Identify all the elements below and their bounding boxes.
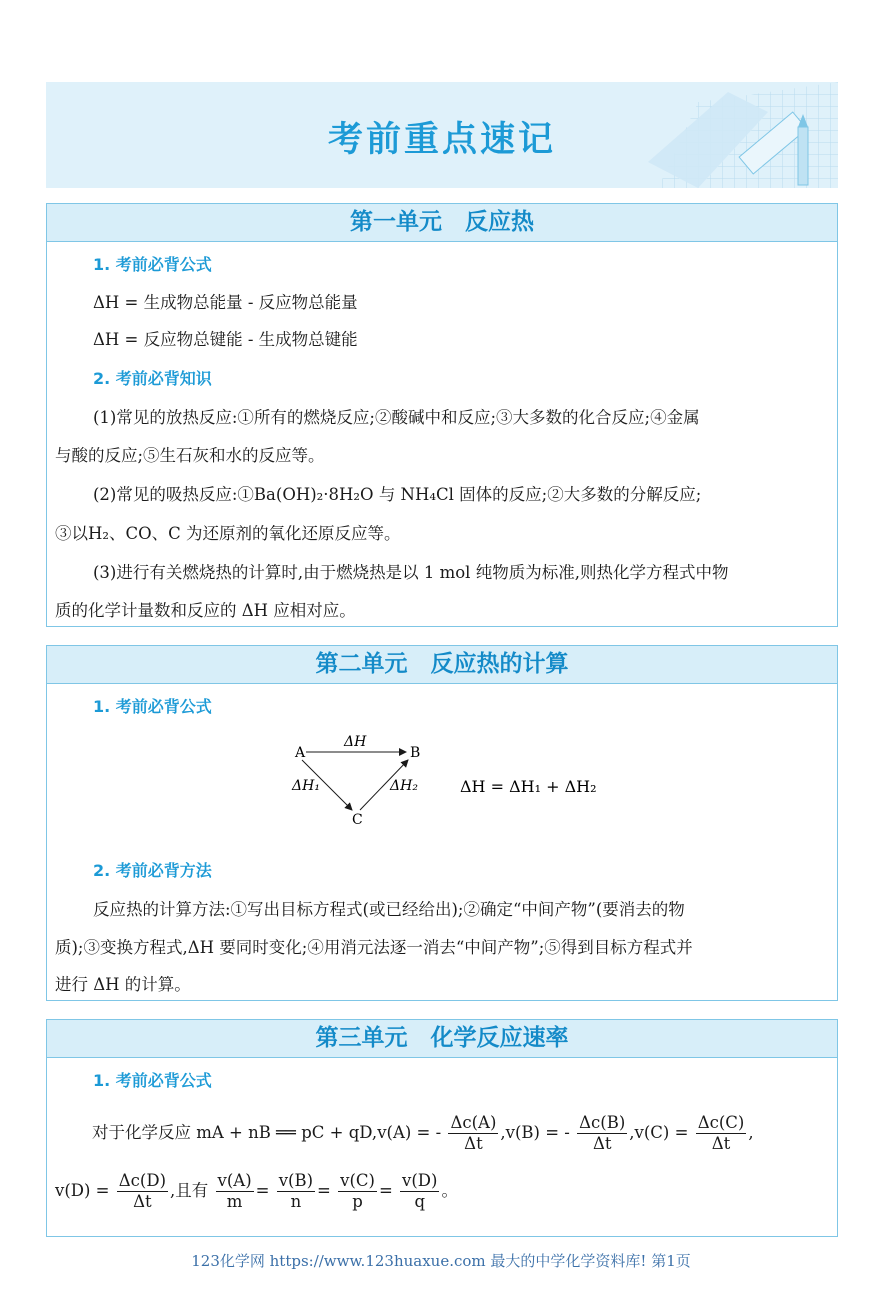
subheading-method: 2. 考前必背方法 <box>93 861 212 880</box>
node-a: A <box>295 745 306 761</box>
section-title: 第三单元 化学反应速率 <box>47 1020 837 1058</box>
equation-prefix: 对于化学反应 mA + nB ══ pC + qD, <box>92 1123 378 1142</box>
paragraph-line: ③以H₂、CO、C 为还原剂的氧化还原反应等。 <box>55 524 401 543</box>
formula-line: ΔH = 反应物总键能 - 生成物总键能 <box>93 330 358 349</box>
ratio-a: $\frac{v(A)}{m}$ <box>217 1171 252 1211</box>
formula-line: ΔH = 生成物总能量 - 反应物总能量 <box>93 293 358 312</box>
subheading-knowledge: 2. 考前必背知识 <box>93 369 212 388</box>
title-banner <box>46 82 838 188</box>
fraction-rate-a: $\frac{\Delta c(A)}{\Delta t}$ <box>450 1113 497 1153</box>
section-unit-1 <box>46 203 838 627</box>
rate-a-label: v(A) = - <box>377 1123 442 1142</box>
label-dh: ΔH <box>344 734 367 750</box>
ratio-c: $\frac{v(C)}{p}$ <box>340 1171 375 1211</box>
section-title: 第二单元 反应热的计算 <box>47 646 837 684</box>
rate-equation-line: 对于化学反应 mA + nB ══ pC + qD,v(A) = - $\frac{\Delta c(A)}{\Delta t}$ ,v(B) = - $\frac{\Delta c(B)}{\Delta t}$ ,v(C) = $\frac{\Delta c(C)}{\Delta t}$ , <box>92 1113 754 1153</box>
rate-d-label: v(D) = <box>55 1181 110 1200</box>
rate-equation-line-2: v(D) = $\frac{\Delta c(D)}{\Delta t}$ ,且有 $\frac{v(A)}{m}$ = $\frac{v(B)}{n}$ = $\frac{v(C)}{p}$ = $\frac{v(D)}{q}$ 。 <box>55 1171 458 1211</box>
paragraph-line: 质的化学计量数和反应的 ΔH 应相对应。 <box>55 601 356 620</box>
rate-c-label: ,v(C) = <box>629 1123 689 1142</box>
section-title: 第一单元 反应热 <box>47 204 837 242</box>
fraction-rate-b: $\frac{\Delta c(B)}{\Delta t}$ <box>579 1113 626 1153</box>
paragraph-line: 质);③变换方程式,ΔH 要同时变化;④用消元法逐一消去“中间产物”;⑤得到目标方程式并 <box>55 938 693 957</box>
paragraph-line: (1)常见的放热反应:①所有的燃烧反应;②酸碱中和反应;③大多数的化合反应;④金属 <box>93 408 700 427</box>
node-c: C <box>352 812 363 828</box>
subheading-formulas: 1. 考前必背公式 <box>93 1071 212 1090</box>
paragraph-line: 进行 ΔH 的计算。 <box>55 975 191 994</box>
ratio-d: $\frac{v(D)}{q}$ <box>402 1171 438 1211</box>
fraction-rate-c: $\frac{\Delta c(C)}{\Delta t}$ <box>697 1113 745 1153</box>
paragraph-line: (2)常见的吸热反应:①Ba(OH)₂·8H₂O 与 NH₄Cl 固体的反应;②大多数的分解反应; <box>93 485 702 504</box>
label-dh1: ΔH₁ <box>292 778 320 794</box>
paragraph-line: 反应热的计算方法:①写出目标方程式(或已经给出);②确定“中间产物”(要消去的物 <box>93 900 685 919</box>
page-footer: 123化学网 https://www.123huaxue.com 最大的中学化学资料库! 第1页 <box>191 1252 691 1270</box>
paragraph-line: (3)进行有关燃烧热的计算时,由于燃烧热是以 1 mol 纯物质为标准,则热化学方程式中物 <box>93 563 729 582</box>
ratio-b: $\frac{v(B)}{n}$ <box>278 1171 314 1211</box>
rate-b-label: ,v(B) = - <box>500 1123 570 1142</box>
hess-equation: ΔH = ΔH₁ + ΔH₂ <box>460 777 597 796</box>
paragraph-line: 与酸的反应;⑤生石灰和水的反应等。 <box>55 446 325 465</box>
label-dh2: ΔH₂ <box>390 778 418 794</box>
page-title: 考前重点速记 <box>327 120 556 160</box>
subheading-formulas: 1. 考前必背公式 <box>93 697 212 716</box>
subheading-formulas: 1. 考前必背公式 <box>93 255 212 274</box>
fraction-rate-d: $\frac{\Delta c(D)}{\Delta t}$ <box>118 1171 167 1211</box>
hess-law-diagram <box>288 728 608 828</box>
node-b: B <box>410 745 421 761</box>
